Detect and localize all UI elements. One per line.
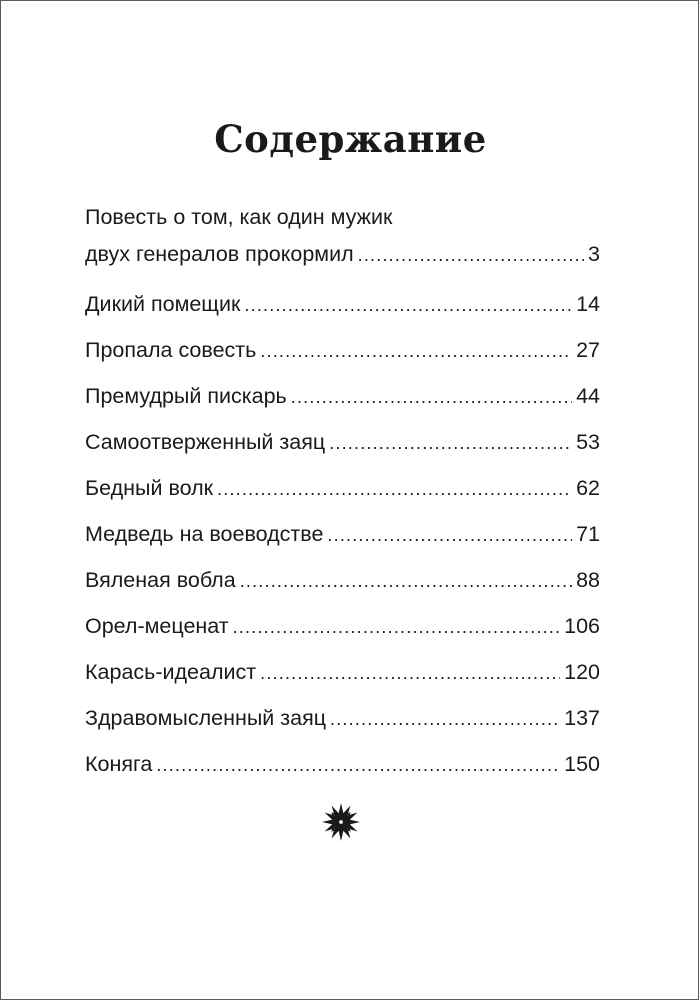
toc-entry-page: 53 [576,430,600,454]
toc-entry[interactable] [85,383,600,429]
toc-entry-title: Здравомысленный заяц [85,706,327,730]
toc-entry-title: Пропала совесть [85,338,257,362]
toc-entry[interactable] [85,475,600,521]
toc-entry-title-line1: Повесть о том, как один мужик [85,205,393,229]
toc-entry[interactable] [85,204,600,291]
toc-entry[interactable] [85,291,600,337]
toc-entry[interactable] [85,521,600,567]
toc-entry-title: Орел-меценат [85,614,229,638]
toc-entry[interactable] [85,567,600,613]
dot-leader [260,338,572,364]
toc-entry-page: 106 [564,614,600,638]
toc-entry[interactable] [85,337,600,383]
toc-entry[interactable] [85,429,600,475]
toc-entry-page: 137 [564,706,600,730]
dot-leader [327,522,572,548]
dot-leader [233,614,561,640]
toc-entry[interactable] [85,613,600,659]
toc-entry-title: Бедный волк [85,476,214,500]
dot-leader [260,660,560,686]
toc-entry-title: Медведь на воеводстве [85,522,324,546]
toc-entry-page: 71 [576,522,600,546]
toc-entry-page: 27 [576,338,600,362]
dot-leader [330,706,560,732]
toc-entry[interactable] [85,659,600,705]
toc-entry-title-line2: двух генералов прокормил [85,242,354,266]
toc-entry-page: 88 [576,568,600,592]
toc-entry[interactable] [85,705,600,751]
toc-entry-page: 62 [576,476,600,500]
star-flower-ornament-icon [321,802,361,842]
toc-entry-title: Вяленая вобла [85,568,236,592]
dot-leader [358,242,584,268]
toc-entry-title: Карась-идеалист [85,660,257,684]
toc-entry-page: 14 [576,292,600,316]
toc-entry-page: 3 [588,242,600,266]
toc-entry-title: Коняга [85,752,153,776]
table-of-contents [85,204,600,797]
toc-entry-page: 150 [564,752,600,776]
toc-entry-page: 120 [564,660,600,684]
dot-leader [244,292,572,318]
toc-entry-page: 44 [576,384,600,408]
dot-leader [217,476,572,502]
dot-leader [156,752,560,778]
toc-entry[interactable] [85,751,600,797]
dot-leader [240,568,572,594]
toc-entry-title: Самоотверженный заяц [85,430,326,454]
toc-entry-title: Премудрый пискарь [85,384,287,408]
page-title: Содержание [214,117,487,161]
dot-leader [329,430,572,456]
toc-entry-title: Дикий помещик [85,292,241,316]
dot-leader [291,384,572,410]
